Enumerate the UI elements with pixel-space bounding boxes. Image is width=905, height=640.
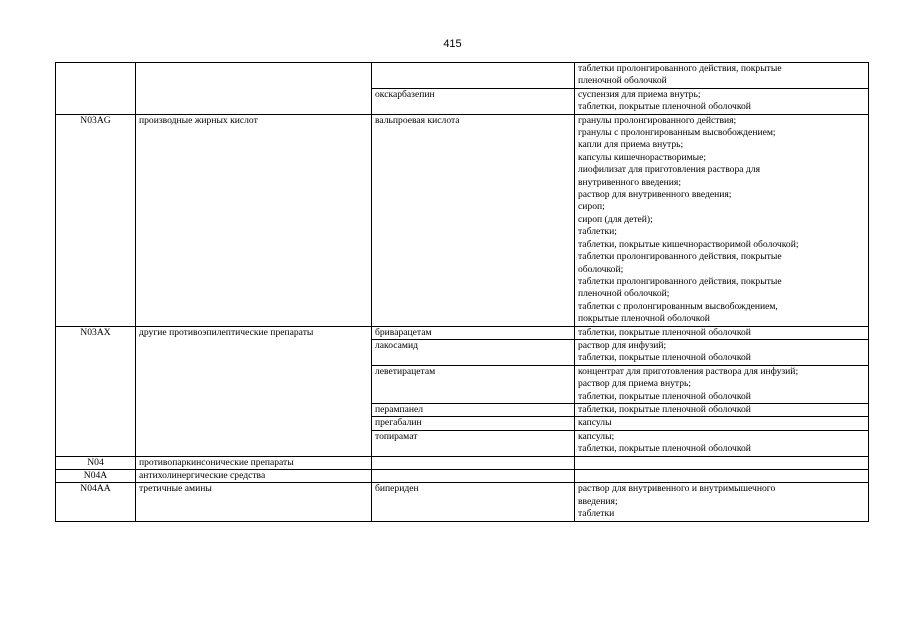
dosage-form-line: таблетки, покрытые пленочной оболочкой <box>578 352 751 364</box>
dosage-form-line: лиофилизат для приготовления раствора для внутривенного введения; <box>578 164 760 188</box>
atc-code-cell <box>56 63 136 115</box>
dosage-form-line: гранулы с пролонгированным высвобождением; <box>578 127 776 139</box>
table-row <box>56 326 869 339</box>
drug-cell: топирамат <box>372 430 575 456</box>
dosage-form-line: таблетки, покрытые пленочной оболочкой <box>578 403 751 415</box>
atc-code-cell: N04 <box>56 456 136 469</box>
drug-cell: перампанел <box>372 403 575 416</box>
dosage-form-cell <box>575 339 869 365</box>
table-row <box>56 114 869 326</box>
dosage-form-line: таблетки, покрытые пленочной оболочкой <box>578 443 751 455</box>
dosage-form-cell <box>575 417 869 430</box>
dosage-form-cell <box>575 483 869 521</box>
dosage-form-cell <box>575 326 869 339</box>
dosage-form-line: капсулы <box>578 417 612 429</box>
dosage-form-line: таблетки; <box>578 226 617 238</box>
dosage-form-line: таблетки пролонгированного действия, покрытые оболочкой; <box>578 251 782 275</box>
dosage-form-cell <box>575 88 869 114</box>
atc-code-cell: N03AG <box>56 114 136 326</box>
dosage-form-cell <box>575 470 869 483</box>
group-cell: производные жирных кислот <box>136 114 372 326</box>
atc-code-cell: N04A <box>56 470 136 483</box>
atc-code-cell: N03AX <box>56 326 136 456</box>
dosage-form-line: таблетки с пролонгированным высвобождением, покрытые пленочной оболочкой <box>578 300 778 325</box>
drug-cell: лакосамид <box>372 339 575 365</box>
dosage-form-line: таблетки пролонгированного действия, покрытые пленочной оболочкой <box>578 63 782 87</box>
table-row <box>56 456 869 469</box>
drug-cell: леветирацетам <box>372 365 575 403</box>
dosage-form-line: таблетки, покрытые пленочной оболочкой <box>578 101 751 113</box>
table-row <box>56 483 869 521</box>
group-cell: антихолинергические средства <box>136 470 372 483</box>
drug-table <box>55 62 869 522</box>
group-cell <box>136 63 372 115</box>
drug-cell <box>372 470 575 483</box>
dosage-form-line: раствор для приема внутрь; <box>578 378 692 390</box>
drug-cell: вальпроевая кислота <box>372 114 575 326</box>
dosage-form-line: таблетки <box>578 508 615 520</box>
page-number: 415 <box>443 38 462 50</box>
drug-cell <box>372 456 575 469</box>
dosage-form-line: таблетки, покрытые пленочной оболочкой <box>578 390 751 402</box>
dosage-form-line: концентрат для приготовления раствора для инфузий; <box>578 365 799 377</box>
dosage-form-line: капсулы; <box>578 430 615 442</box>
drug-cell: окскарбазепин <box>372 88 575 114</box>
dosage-form-line: капсулы кишечнорастворимые; <box>578 151 707 163</box>
dosage-form-line: суспензия для приема внутрь; <box>578 88 701 100</box>
drug-cell: бриварацетам <box>372 326 575 339</box>
group-cell: третичные амины <box>136 483 372 521</box>
dosage-form-line: сироп (для детей); <box>578 213 653 225</box>
dosage-form-line: капли для приема внутрь; <box>578 139 684 151</box>
group-cell: противопаркинсонические препараты <box>136 456 372 469</box>
group-cell: другие противоэпилептические препараты <box>136 326 372 456</box>
table-row <box>56 470 869 483</box>
drug-cell: прегабалин <box>372 417 575 430</box>
dosage-form-line: раствор для внутривенного и внутримышечного введения; <box>578 483 776 507</box>
dosage-form-cell <box>575 403 869 416</box>
dosage-form-line: сироп; <box>578 201 605 213</box>
dosage-form-cell <box>575 365 869 403</box>
drug-cell: бипериден <box>372 483 575 521</box>
table-row <box>56 63 869 89</box>
dosage-form-cell <box>575 63 869 89</box>
dosage-form-cell <box>575 430 869 456</box>
drug-cell <box>372 63 575 89</box>
dosage-form-cell <box>575 114 869 326</box>
dosage-form-cell <box>575 456 869 469</box>
dosage-form-line: таблетки, покрытые кишечнорастворимой оболочкой; <box>578 238 799 250</box>
dosage-form-line: раствор для инфузий; <box>578 339 667 351</box>
dosage-form-line: таблетки пролонгированного действия, покрытые пленочной оболочкой; <box>578 275 782 300</box>
dosage-form-line: раствор для внутривенного введения; <box>578 189 732 201</box>
dosage-form-line: таблетки, покрытые пленочной оболочкой <box>578 326 751 338</box>
dosage-form-line: гранулы пролонгированного действия; <box>578 114 737 126</box>
atc-code-cell: N04AA <box>56 483 136 521</box>
